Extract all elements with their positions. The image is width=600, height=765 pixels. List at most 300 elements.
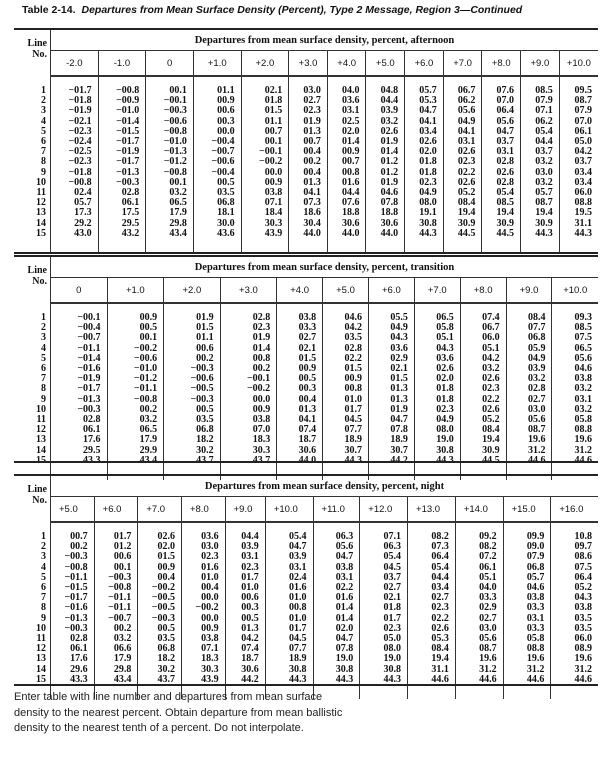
table-cell: 08.5 xyxy=(482,198,521,208)
table-row xyxy=(14,229,598,253)
line-number: 5 xyxy=(41,571,46,583)
table-cell: 00.6 xyxy=(193,106,241,116)
column-header: +1.0 xyxy=(193,51,241,77)
table-cell: −00.4 xyxy=(193,137,241,147)
table-cell: 18.6 xyxy=(289,208,328,218)
table-cell: 03.7 xyxy=(360,573,408,583)
table-cell: 03.7 xyxy=(521,147,560,157)
table-cell: 01.0 xyxy=(265,614,313,624)
table-cell: −01.3 xyxy=(51,614,95,624)
table-cell: 04.6 xyxy=(366,188,405,198)
table-cell: 06.4 xyxy=(551,573,598,583)
table-cell: 05.1 xyxy=(460,344,506,354)
table-cell: 03.8 xyxy=(181,634,225,644)
column-header: +7.0 xyxy=(414,278,460,304)
table-cell: 04.9 xyxy=(405,188,444,198)
table-cell: 02.7 xyxy=(360,583,408,593)
table-cell: 19.0 xyxy=(313,654,360,664)
table-cell: −00.5 xyxy=(138,603,182,613)
table-cell: 00.0 xyxy=(241,168,289,178)
no-header-text: No. xyxy=(32,276,47,287)
line-number: 10 xyxy=(36,622,46,634)
table-title xyxy=(22,4,592,16)
table-cell: 05.0 xyxy=(559,137,598,147)
table-cell: 03.9 xyxy=(506,364,552,374)
table-cell: 02.9 xyxy=(455,603,503,613)
table-cell: 06.0 xyxy=(559,188,598,198)
table-cell: −01.3 xyxy=(146,147,194,157)
table-cell: 43.7 xyxy=(138,675,182,699)
table-cell: 30.3 xyxy=(220,446,277,456)
table-cell: 03.3 xyxy=(455,593,503,603)
table-cell: 07.0 xyxy=(559,117,598,127)
table-cell: −00.1 xyxy=(241,147,289,157)
table-cell: 44.6 xyxy=(552,456,598,480)
column-header: +2.0 xyxy=(164,278,221,304)
table-cell: 05.3 xyxy=(408,634,456,644)
section-rule xyxy=(14,461,598,463)
table-cell: −01.1 xyxy=(94,593,138,603)
table-cell: 03.5 xyxy=(164,415,221,425)
table-cell: −01.9 xyxy=(98,147,146,157)
table-cell: 06.1 xyxy=(51,425,108,435)
table-cell: −01.0 xyxy=(146,137,194,147)
table-cell: 02.6 xyxy=(366,127,405,137)
table-cell: 03.1 xyxy=(503,614,551,624)
table-cell: 05.8 xyxy=(414,323,460,333)
section-rule xyxy=(14,252,598,254)
line-number: 7 xyxy=(41,592,46,604)
table-cell: 19.6 xyxy=(455,654,503,664)
column-header: +7.0 xyxy=(138,497,182,523)
table-cell: 03.0 xyxy=(521,168,560,178)
table-cell: −00.2 xyxy=(138,583,182,593)
table-cell: 07.4 xyxy=(225,644,265,654)
table-cell: 08.4 xyxy=(506,303,552,323)
table-cell: −00.8 xyxy=(94,583,138,593)
column-header: +9.0 xyxy=(506,278,552,304)
table-cell: 00.6 xyxy=(94,552,138,562)
line-number: 8 xyxy=(41,602,46,614)
table-cell: 29.9 xyxy=(107,446,164,456)
table-cell: 03.4 xyxy=(559,178,598,188)
table-cell: 01.1 xyxy=(164,333,221,343)
table-cell: 04.2 xyxy=(559,147,598,157)
table-cell: 01.9 xyxy=(366,137,405,147)
table-cell: 01.8 xyxy=(414,395,460,405)
table-cell: 04.1 xyxy=(277,415,323,425)
line-number: 11 xyxy=(36,414,46,426)
table-cell: −00.1 xyxy=(220,374,277,384)
table-cell: 02.5 xyxy=(327,117,366,127)
table-cell: −00.8 xyxy=(51,178,99,188)
table-cell: 44.6 xyxy=(455,675,503,699)
column-header: +8.0 xyxy=(460,278,506,304)
line-number: 14 xyxy=(36,444,46,456)
table-cell: 08.7 xyxy=(521,198,560,208)
table-cell: 09.0 xyxy=(503,542,551,552)
table-cell: 02.3 xyxy=(360,624,408,634)
table-cell: 00.2 xyxy=(289,157,328,167)
table-cell: 00.2 xyxy=(164,354,221,364)
table-cell: 06.0 xyxy=(551,634,598,644)
column-header: +9.0 xyxy=(225,497,265,523)
table-cell: 02.2 xyxy=(443,168,482,178)
column-header: -2.0 xyxy=(51,51,99,77)
table-cell: 08.5 xyxy=(552,323,598,333)
table-cell: −00.3 xyxy=(164,364,221,374)
table-cell: 08.2 xyxy=(408,522,456,542)
table-cell: −00.8 xyxy=(146,168,194,178)
table-cell: 00.5 xyxy=(107,323,164,333)
table-cell: −00.5 xyxy=(138,593,182,603)
table-cell: 44.2 xyxy=(368,456,414,480)
line-number: 6 xyxy=(41,136,46,148)
table-cell: 09.5 xyxy=(559,76,598,96)
table-cell: 02.6 xyxy=(460,374,506,384)
column-header: 0 xyxy=(146,51,194,77)
table-cell: 04.0 xyxy=(327,76,366,96)
table-cell: 05.7 xyxy=(503,573,551,583)
table-cell: 04.1 xyxy=(289,188,328,198)
table-cell: 03.9 xyxy=(366,106,405,116)
table-cell: 03.4 xyxy=(405,127,444,137)
table-cell: 43.6 xyxy=(193,229,241,253)
table-cell: 00.4 xyxy=(181,583,225,593)
table-cell: 05.2 xyxy=(460,415,506,425)
table-cell: 00.9 xyxy=(323,374,369,384)
table-cell: 02.1 xyxy=(360,593,408,603)
table-cell: 01.0 xyxy=(265,593,313,603)
line-number: 9 xyxy=(41,166,46,178)
table-cell: 44.3 xyxy=(414,456,460,480)
table-cell: −00.7 xyxy=(51,333,108,343)
table-cell: 04.4 xyxy=(408,573,456,583)
table-cell: 04.4 xyxy=(521,137,560,147)
section-heading: Departures from mean surface density, percent, transition xyxy=(51,257,599,278)
table-cell: 01.8 xyxy=(414,384,460,394)
table-cell: −00.2 xyxy=(220,384,277,394)
line-number: 2 xyxy=(41,541,46,553)
table-cell: 19.6 xyxy=(551,654,598,664)
table-cell: 02.4 xyxy=(51,188,99,198)
table-cell: 17.3 xyxy=(51,208,99,218)
table-cell: 43.4 xyxy=(107,456,164,480)
table-cell: 44.6 xyxy=(408,675,456,699)
table-cell: 44.3 xyxy=(265,675,313,699)
table-cell: 00.2 xyxy=(51,542,95,552)
table-cell: 19.4 xyxy=(482,208,521,218)
table-cell: 05.2 xyxy=(551,583,598,593)
column-header: +5.0 xyxy=(51,497,95,523)
section-heading: Departures from mean surface density, percent, night xyxy=(51,476,599,497)
table-cell: −02.3 xyxy=(51,127,99,137)
line-number: 4 xyxy=(41,115,46,127)
column-header: +5.0 xyxy=(323,278,369,304)
table-cell: 01.4 xyxy=(313,603,360,613)
table-cell: 30.7 xyxy=(368,446,414,456)
table-cell: 02.0 xyxy=(138,542,182,552)
table-cell: 02.7 xyxy=(506,395,552,405)
table-cell: 04.4 xyxy=(225,522,265,542)
table-cell: 17.5 xyxy=(98,208,146,218)
column-header: +3.0 xyxy=(289,51,328,77)
table-cell: 04.2 xyxy=(323,323,369,333)
table-cell: 01.3 xyxy=(225,624,265,634)
table-cell: −01.6 xyxy=(51,364,108,374)
table-cell: −02.4 xyxy=(51,137,99,147)
table-cell: 29.6 xyxy=(51,665,95,675)
table-cell: 31.1 xyxy=(559,219,598,229)
table-cell: 00.1 xyxy=(107,333,164,343)
column-header: +2.0 xyxy=(241,51,289,77)
table-cell: 00.0 xyxy=(193,127,241,137)
table-cell: 04.9 xyxy=(506,354,552,364)
table-cell: 30.8 xyxy=(405,219,444,229)
column-header: +11.0 xyxy=(313,497,360,523)
table-cell: 03.9 xyxy=(265,552,313,562)
no-header-text: No. xyxy=(32,49,47,60)
table-cell: 31.2 xyxy=(551,665,598,675)
table-cell: 29.8 xyxy=(94,665,138,675)
table-cell: 06.5 xyxy=(146,198,194,208)
table-cell: −01.8 xyxy=(51,96,99,106)
table-cell: 08.7 xyxy=(506,425,552,435)
table-cell: 05.4 xyxy=(482,188,521,198)
table-cell: 00.0 xyxy=(220,395,277,405)
table-cell: 03.8 xyxy=(277,303,323,323)
table-cell: 08.6 xyxy=(551,552,598,562)
table-cell: 06.7 xyxy=(443,76,482,96)
table-cell: 30.0 xyxy=(193,219,241,229)
table-cell: 07.8 xyxy=(366,198,405,208)
column-header: +3.0 xyxy=(220,278,277,304)
table-cell: 03.7 xyxy=(482,137,521,147)
table-cell: 19.6 xyxy=(506,435,552,445)
table-cell: 06.8 xyxy=(503,563,551,573)
table-cell: 29.8 xyxy=(146,219,194,229)
usage-note: Enter table with line number and departures from mean surface density to the nearest percent. Obtain departure from mean ballistic density to the nearest tenth of a percent. Do not interpolate. xyxy=(14,691,343,734)
line-number-header xyxy=(14,30,51,76)
table-cell: 43.3 xyxy=(51,675,95,699)
table-cell: 03.2 xyxy=(506,374,552,384)
table-cell: 01.7 xyxy=(225,573,265,583)
column-header: +5.0 xyxy=(366,51,405,77)
table-cell: 18.9 xyxy=(368,435,414,445)
table-cell: 08.0 xyxy=(414,425,460,435)
table-cell: 01.5 xyxy=(277,354,323,364)
table-cell: 01.9 xyxy=(368,405,414,415)
table-cell: 07.1 xyxy=(181,644,225,654)
table-cell: 07.6 xyxy=(327,198,366,208)
line-number: 1 xyxy=(41,84,46,96)
table-cell: 17.6 xyxy=(51,654,95,664)
table-cell: 00.4 xyxy=(289,147,328,157)
table-cell: 03.5 xyxy=(193,188,241,198)
table-cell: 18.4 xyxy=(241,208,289,218)
line-number: 12 xyxy=(36,643,46,655)
table-cell: 00.6 xyxy=(225,593,265,603)
table-cell: 07.1 xyxy=(521,106,560,116)
table-cell: 00.9 xyxy=(107,303,164,323)
table-cell: −00.3 xyxy=(146,106,194,116)
table-cell: 30.7 xyxy=(323,446,369,456)
table-cell: −00.3 xyxy=(98,178,146,188)
table-cell: 01.4 xyxy=(313,614,360,624)
line-number: 13 xyxy=(36,434,46,446)
table-cell: 02.8 xyxy=(51,634,95,644)
table-cell: −01.3 xyxy=(98,168,146,178)
table-cell: −00.3 xyxy=(164,395,221,405)
table-cell: 02.6 xyxy=(138,522,182,542)
table-cell: 00.1 xyxy=(241,137,289,147)
table-cell: 07.0 xyxy=(220,425,277,435)
column-header: -1.0 xyxy=(98,51,146,77)
table-cell: 09.3 xyxy=(552,303,598,323)
table-cell: 03.8 xyxy=(552,374,598,384)
line-header-text: Line xyxy=(27,38,47,49)
table-cell: 06.5 xyxy=(552,344,598,354)
line-number: 7 xyxy=(41,373,46,385)
column-header: +6.0 xyxy=(405,51,444,77)
table-cell: −00.6 xyxy=(107,354,164,364)
table-cell: 00.3 xyxy=(225,603,265,613)
table-cell: −01.5 xyxy=(98,127,146,137)
table-cell: 44.5 xyxy=(443,229,482,253)
table-cell: 00.9 xyxy=(181,624,225,634)
table-cell: −01.2 xyxy=(146,157,194,167)
table-cell: 43.3 xyxy=(51,456,108,480)
table-cell: 03.1 xyxy=(225,552,265,562)
line-number: 14 xyxy=(36,217,46,229)
table-cell: −01.5 xyxy=(51,583,95,593)
table-cell: 00.9 xyxy=(193,96,241,106)
table-cell: 00.4 xyxy=(138,573,182,583)
line-number: 13 xyxy=(36,207,46,219)
table-cell: 01.7 xyxy=(265,624,313,634)
table-cell: 01.1 xyxy=(193,76,241,96)
line-number: 12 xyxy=(36,197,46,209)
table-cell: 05.6 xyxy=(506,415,552,425)
line-number: 15 xyxy=(36,454,46,466)
table-cell: 03.5 xyxy=(323,333,369,343)
table-cell: 00.9 xyxy=(241,178,289,188)
table-cell: 05.1 xyxy=(414,333,460,343)
line-number: 5 xyxy=(41,125,46,137)
table-cell: 03.8 xyxy=(503,593,551,603)
line-number: 8 xyxy=(41,156,46,168)
column-header: +15.0 xyxy=(503,497,551,523)
table-cell: −00.3 xyxy=(51,552,95,562)
table-cell: 29.2 xyxy=(51,219,99,229)
line-number: 2 xyxy=(41,95,46,107)
table-cell: 03.0 xyxy=(289,76,328,96)
table-cell: 01.0 xyxy=(323,395,369,405)
table-cell: 18.9 xyxy=(265,654,313,664)
table-cell: 07.5 xyxy=(552,333,598,343)
table-cell: 05.1 xyxy=(455,573,503,583)
table-cell: 04.5 xyxy=(323,415,369,425)
table-cell: 01.3 xyxy=(368,384,414,394)
table-cell: 30.6 xyxy=(327,219,366,229)
table-cell: 17.9 xyxy=(107,435,164,445)
table-cell: 44.3 xyxy=(405,229,444,253)
table-cell: −01.7 xyxy=(51,384,108,394)
table-cell: 02.3 xyxy=(460,384,506,394)
column-header: +6.0 xyxy=(94,497,138,523)
table-cell: −00.6 xyxy=(164,374,221,384)
table-cell: 06.4 xyxy=(482,106,521,116)
table-cell: 17.9 xyxy=(94,654,138,664)
table-cell: 01.5 xyxy=(164,323,221,333)
table-cell: 44.3 xyxy=(360,675,408,699)
line-number: 13 xyxy=(36,653,46,665)
table-cell: 17.9 xyxy=(146,208,194,218)
table-cell: 19.0 xyxy=(360,654,408,664)
table-cell: 03.3 xyxy=(503,603,551,613)
table-cell: 03.2 xyxy=(521,157,560,167)
table-cell: 08.9 xyxy=(551,644,598,654)
table-cell: 00.7 xyxy=(327,157,366,167)
table-cell: 08.7 xyxy=(559,96,598,106)
table-cell: −00.8 xyxy=(51,563,95,573)
table-cell: 03.6 xyxy=(368,344,414,354)
table-cell: 02.8 xyxy=(482,178,521,188)
table-cell: −00.1 xyxy=(51,303,108,323)
table-cell: 01.1 xyxy=(241,117,289,127)
data-table xyxy=(14,476,598,699)
table-cell: 43.9 xyxy=(181,675,225,699)
table-cell: 00.9 xyxy=(327,147,366,157)
table-cell: 07.2 xyxy=(455,552,503,562)
table-cell: 04.7 xyxy=(405,106,444,116)
table-cell: 02.8 xyxy=(482,157,521,167)
column-header: +4.0 xyxy=(327,51,366,77)
line-header-text: Line xyxy=(27,265,47,276)
table-cell: 44.0 xyxy=(277,456,323,480)
table-cell: −00.3 xyxy=(51,624,95,634)
table-cell: 00.5 xyxy=(193,178,241,188)
line-number: 3 xyxy=(41,551,46,563)
table-cell: −00.1 xyxy=(146,96,194,106)
table-cell: 19.6 xyxy=(503,654,551,664)
line-number: 4 xyxy=(41,342,46,354)
table-cell: 18.2 xyxy=(138,654,182,664)
table-cell: 02.6 xyxy=(408,624,456,634)
table-cell: 03.8 xyxy=(241,188,289,198)
table-cell: 03.2 xyxy=(107,415,164,425)
table-cell: 00.8 xyxy=(323,384,369,394)
table-cell: 03.0 xyxy=(181,542,225,552)
table-cell: 09.9 xyxy=(503,522,551,542)
table-cell: 00.2 xyxy=(107,405,164,415)
table-cell: 08.8 xyxy=(559,198,598,208)
table-cell: 05.9 xyxy=(506,344,552,354)
table-cell: 44.5 xyxy=(460,456,506,480)
table-cell: 31.2 xyxy=(455,665,503,675)
column-header: +8.0 xyxy=(181,497,225,523)
table-cell: 06.1 xyxy=(455,563,503,573)
line-number: 1 xyxy=(41,311,46,323)
table-cell: −01.1 xyxy=(94,603,138,613)
table-cell: 44.5 xyxy=(482,229,521,253)
table-cell: 19.6 xyxy=(552,435,598,445)
line-number: 10 xyxy=(36,176,46,188)
table-cell: 06.1 xyxy=(51,644,95,654)
table-cell: −00.6 xyxy=(146,117,194,127)
table-cell: 00.8 xyxy=(265,603,313,613)
table-cell: 00.3 xyxy=(277,384,323,394)
